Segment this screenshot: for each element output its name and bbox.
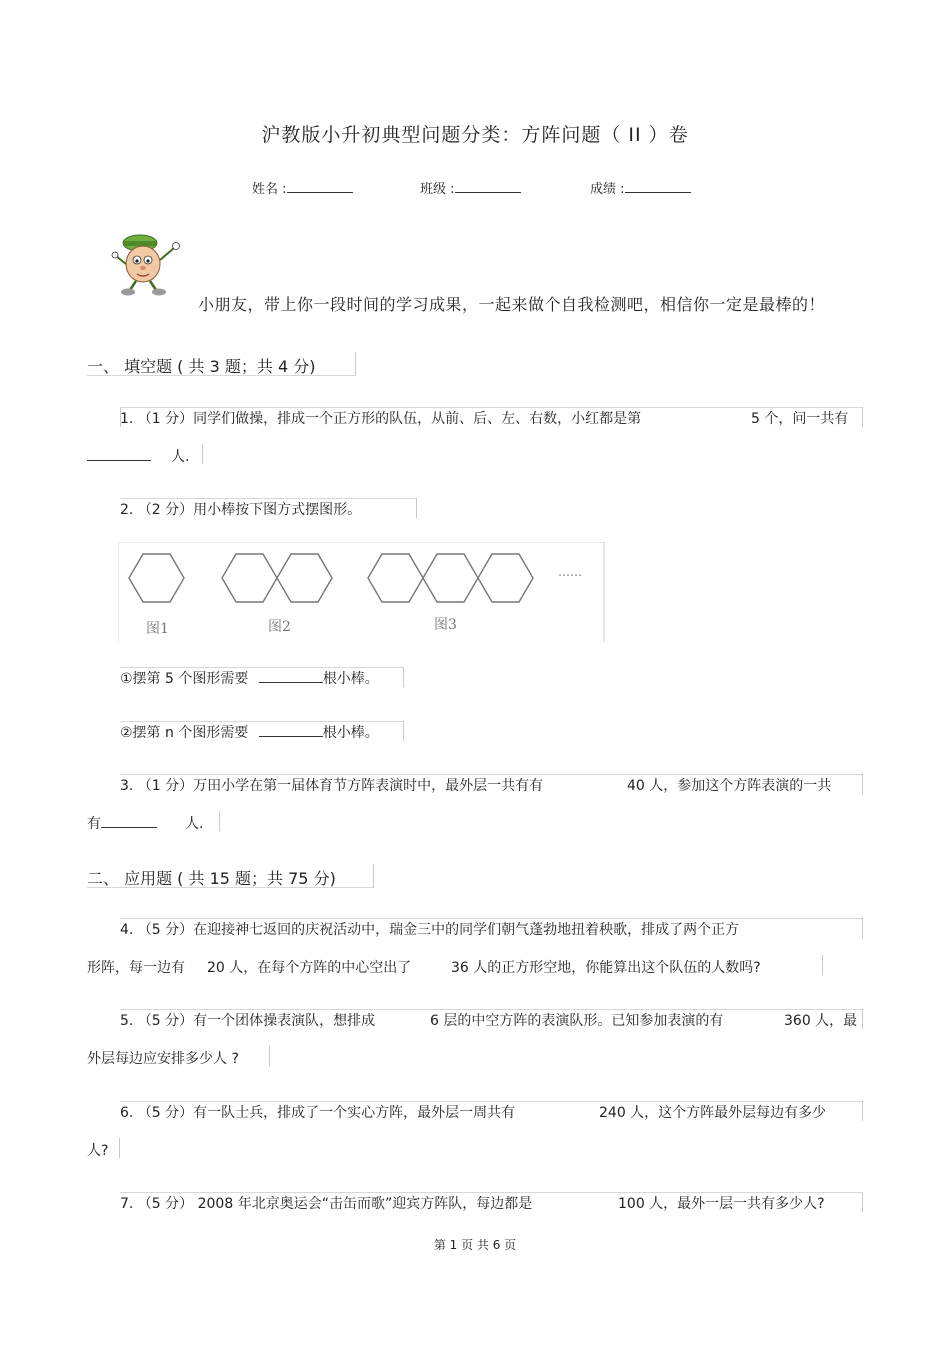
q4-text-2c: 36 人的正方形空地，你能算出这个队伍的人数吗? xyxy=(451,960,761,976)
q7-text-1a: 7. （5 分） 2008 年北京奥运会“击缶而歌”迎宾方阵队，每边都是 xyxy=(120,1196,533,1212)
q2-text: 2. （2 分）用小棒按下图方式摆图形。 xyxy=(120,502,362,518)
q2-sub2-text: ②摆第 n 个图形需要 xyxy=(120,725,249,741)
score-label: 成绩 : xyxy=(590,182,625,197)
q3-unit: 人. xyxy=(185,816,204,832)
q3-prefix: 有 xyxy=(87,816,101,832)
section2-divider xyxy=(373,864,374,888)
q5-text-2: 外层每边应安排多少人 ? xyxy=(87,1051,239,1067)
name-field xyxy=(252,178,353,197)
q4-text-2a: 形阵，每一边有 xyxy=(87,960,185,976)
fig1-hexagon-1 xyxy=(129,554,184,602)
class-field xyxy=(420,178,521,197)
q6-right-mark xyxy=(862,1101,863,1121)
q3-answer-mark xyxy=(219,811,220,831)
fig2-label: 图2 xyxy=(268,619,291,635)
q3-right-mark xyxy=(862,774,863,794)
q2-right-mark xyxy=(416,498,417,518)
q3-answer-blank[interactable] xyxy=(101,814,157,828)
greeting-text: 小朋友，带上你一段时间的学习成果，一起来做个自我检测吧，相信你一定是最棒的！ xyxy=(198,295,826,314)
class-blank[interactable] xyxy=(455,179,521,193)
q3-text-end: 40 人，参加这个方阵表演的一共 xyxy=(627,778,832,794)
q5-right-mark xyxy=(862,1009,863,1029)
q2-sub2-blank[interactable] xyxy=(259,723,323,737)
q5-text-1b: 6 层的中空方阵的表演队形。已知参加表演的有 xyxy=(430,1013,724,1029)
more-dots: …… xyxy=(558,565,582,579)
q1-right-mark xyxy=(862,407,863,427)
fig3-hexagon-2 xyxy=(423,554,478,602)
q1-text-end: 5 个，问一共有 xyxy=(751,411,849,427)
score-field xyxy=(590,178,691,197)
fig2-hexagon-2 xyxy=(277,554,332,602)
q6-text-1a: 6. （5 分）有一队士兵，排成了一个实心方阵，最外层一周共有 xyxy=(120,1105,516,1121)
q3-text: 3. （1 分）万田小学在第一届体育节方阵表演时中，最外层一共有有 xyxy=(120,778,544,794)
q7-right-mark xyxy=(862,1192,863,1212)
page-footer: 第 1 页 共 6 页 xyxy=(433,1238,517,1252)
q4-right-mark xyxy=(862,918,863,938)
q2-sub2-mark xyxy=(403,721,404,741)
mascot-illustration xyxy=(110,228,190,298)
fig3-hexagon-1 xyxy=(368,554,423,602)
name-blank[interactable] xyxy=(287,179,353,193)
fig3-label: 图3 xyxy=(434,617,457,633)
q2-sub1 xyxy=(120,668,379,688)
q2-sub1-unit: 根小棒。 xyxy=(322,671,379,687)
q5-text-1a: 5. （5 分）有一个团体操表演队，想排成 xyxy=(120,1013,376,1029)
class-label: 班级 : xyxy=(420,182,455,197)
q5-end-mark xyxy=(269,1046,270,1066)
fig3-hexagon-3 xyxy=(478,554,533,602)
name-label: 姓名 : xyxy=(252,182,287,197)
section1-divider xyxy=(355,352,356,376)
q3-answer-line xyxy=(87,813,203,833)
q2-sub2 xyxy=(120,722,379,742)
q6-text-2: 人? xyxy=(87,1143,109,1159)
hexagon-figure xyxy=(118,542,605,642)
fig2-hexagon-1 xyxy=(222,554,277,602)
score-blank[interactable] xyxy=(625,179,691,193)
q2-sub1-text: ①摆第 5 个图形需要 xyxy=(120,671,249,687)
q1-text: 1. （1 分）同学们做操，排成一个正方形的队伍，从前、后、左、右数，小红都是第 xyxy=(120,411,642,427)
fig1-label: 图1 xyxy=(146,621,169,637)
q4-text: 4. （5 分）在迎接神七返回的庆祝活动中，瑞金三中的同学们朝气蓬勃地扭着秧歌，排成了两个正方 xyxy=(120,922,740,938)
q6-text-1b: 240 人，这个方阵最外层每边有多少 xyxy=(599,1105,827,1121)
section1-heading: 一、 填空题 ( 共 3 题；共 4 分) xyxy=(87,357,316,376)
document-title: 沪教版小升初典型问题分类：方阵问题（ II ）卷 xyxy=(261,124,689,146)
q7-text-1b: 100 人，最外一层一共有多少人? xyxy=(618,1196,825,1212)
q5-text-1c: 360 人，最 xyxy=(784,1013,858,1029)
q1-answer-blank[interactable] xyxy=(87,447,151,461)
q6-end-mark xyxy=(119,1138,120,1158)
q1-unit: 人. xyxy=(171,449,190,465)
section2-heading: 二、 应用题 ( 共 15 题；共 75 分) xyxy=(87,869,336,888)
q2-sub2-unit: 根小棒。 xyxy=(322,725,379,741)
q2-sub1-mark xyxy=(403,667,404,687)
q4-text-2b: 20 人，在每个方阵的中心空出了 xyxy=(207,960,412,976)
q1-answer-line xyxy=(87,446,189,466)
q2-sub1-blank[interactable] xyxy=(259,669,323,683)
q1-answer-mark xyxy=(202,444,203,464)
q4-end-mark xyxy=(822,955,823,975)
